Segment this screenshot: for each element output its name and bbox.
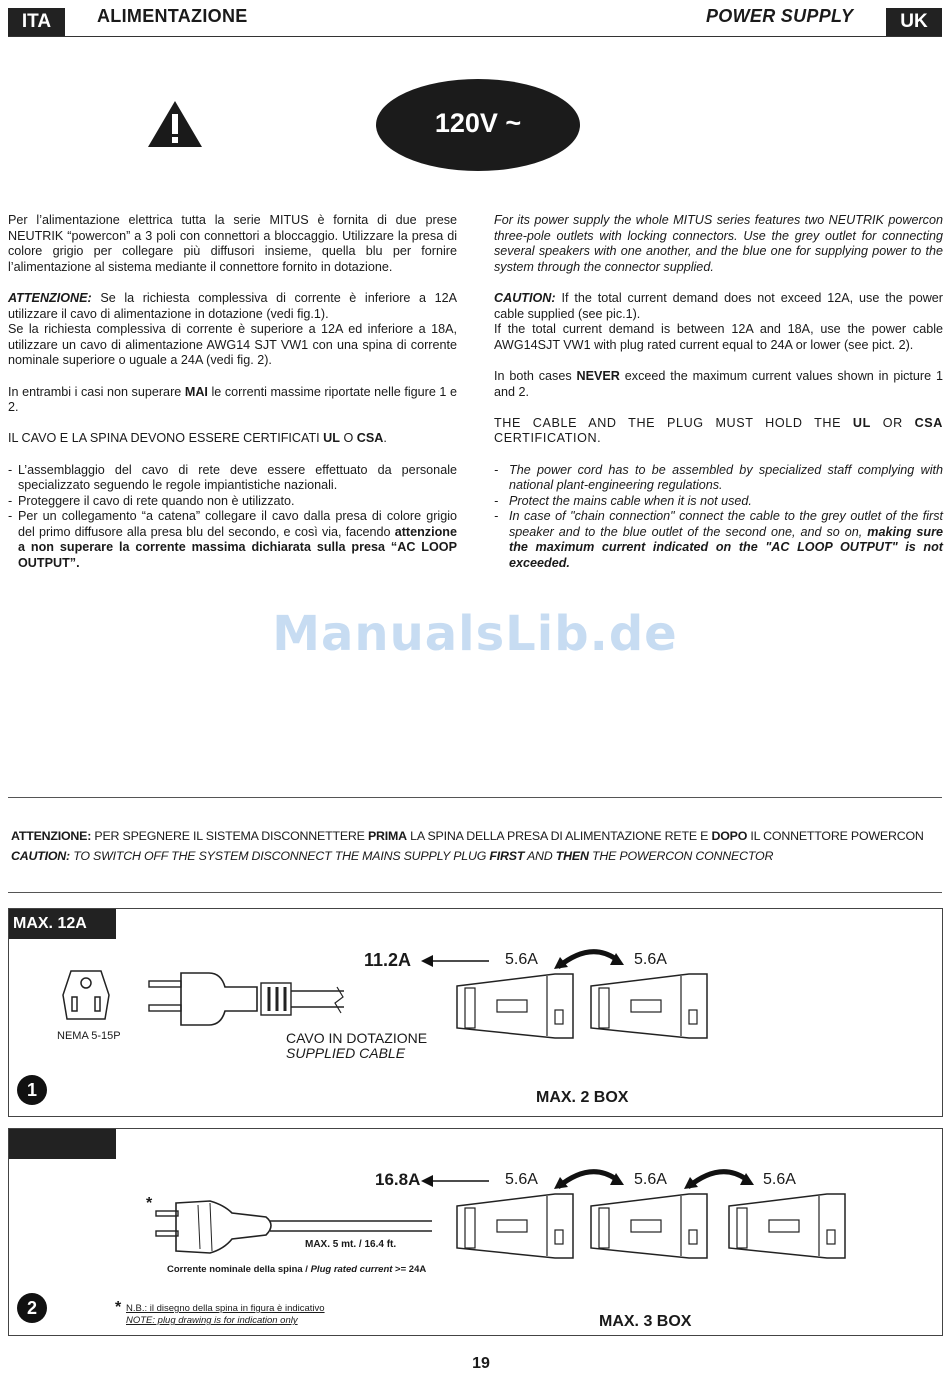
ita-attention-text: Se la richiesta complessiva di corrente è inferiore a 12A utilizzare il cavo di alimentazione in dotazione (vedi fig.1).: [8, 290, 457, 321]
power-plug-icon: [139, 969, 349, 1029]
ita-never-exceed: In entrambi i casi non superare MAI le correnti massime riportate nelle figure 1 e 2.: [8, 384, 457, 415]
switch-off-warning-ita: ATTENZIONE: PER SPEGNERE IL SISTEMA DISCONNETTERE PRIMA LA SPINA DELLA PRESA DI ALIMENTAZIONE RETE E DOPO IL CONNETTORE POWERCON: [11, 829, 924, 843]
plug-drawing-note-ita: N.B.: il disegno della spina in figura è indicativo: [126, 1303, 325, 1314]
uk-caution: [494, 291, 943, 353]
chain-arrow-icon: [554, 1165, 626, 1191]
total-current-label: 11.2A: [364, 950, 412, 970]
list-item: - Protect the mains cable when it is not used.: [494, 494, 943, 510]
ita-attention-label: ATTENZIONE:: [8, 290, 92, 305]
supplied-cable-label-ita: CAVO IN DOTAZIONE: [286, 1030, 428, 1046]
header-rule: [8, 36, 942, 37]
list-item: - Proteggere il cavo di rete quando non è utilizzato.: [8, 494, 457, 510]
italian-text-column: [8, 213, 457, 572]
figure-number-badge: 2: [17, 1293, 47, 1323]
speaker-current-label: 5.6A: [634, 1171, 667, 1188]
asterisk-marker: *: [115, 1299, 122, 1316]
speaker-icon: [455, 972, 577, 1040]
speaker-current-label: 5.6A: [634, 951, 667, 968]
arrow-left-icon: [421, 1173, 491, 1189]
language-tag-ita: ITA: [8, 8, 65, 36]
ita-certification: IL CAVO E LA SPINA DEVONO ESSERE CERTIFICATI UL O CSA.: [8, 431, 387, 446]
list-item: - L’assemblaggio del cavo di rete deve essere effettuato da personale specializzato seguendo le regole impiantistiche nazionali.: [8, 463, 457, 494]
list-item: - The power cord has to be assembled by specialized staff complying with national plant-engineering regulations.: [494, 463, 943, 494]
chain-arrow-icon: [684, 1165, 756, 1191]
nema-label: NEMA 5-15P: [57, 1030, 121, 1042]
speaker-icon: [589, 972, 711, 1040]
section-title-ita: ALIMENTAZIONE: [97, 6, 248, 26]
ita-intro: Per l’alimentazione elettrica tutta la serie MITUS è fornita di due prese NEUTRIK “powercon” a 3 poli con connettori a bloccaggio. Utilizzare la presa di colore grigio per collegare più diffusori insieme, quella blu per fornire l’alimentazione al sistema mediante il connettore fornito in dotazione.: [8, 213, 457, 274]
speaker-icon: [589, 1192, 711, 1260]
plug-drawing-note-uk: NOTE: plug drawing is for indication only: [126, 1315, 298, 1326]
speaker-icon: [455, 1192, 577, 1260]
ita-attention-text-2: Se la richiesta complessiva di corrente è superiore a 12A ed inferiore a 18A, utilizzare un cavo di alimentazione AWG14 SJT VW1 con una spina di corrente nominale superiore o uguale a 24A (vedi fig. 2).: [8, 322, 457, 368]
list-item: - Per un collegamento “a catena” collegare il cavo dalla presa di colore grigio del primo diffusore alla presa blu del secondo, e così via, facendo attenzione a non superare la corrente massima dichiarata sulla presa “AC LOOP OUTPUT”.: [8, 509, 457, 571]
switch-off-warning-uk: CAUTION: TO SWITCH OFF THE SYSTEM DISCONNECT THE MAINS SUPPLY PLUG FIRST AND THEN THE POWERCON CONNECTOR: [11, 849, 774, 863]
warning-triangle-icon: [146, 99, 204, 149]
watermark: ManualsLib.de: [272, 606, 678, 662]
max-length-label: MAX. 5 mt. / 16.4 ft.: [305, 1239, 397, 1250]
ita-attention: [8, 291, 457, 369]
language-tag-uk: UK: [886, 8, 942, 36]
uk-caution-label: CAUTION:: [494, 290, 556, 305]
speaker-current-label: 5.6A: [763, 1171, 796, 1188]
uk-caution-text: If the total current demand does not exceed 12A, use the power cable supplied (see pic.1).: [494, 290, 943, 321]
uk-never-exceed: In both cases NEVER exceed the maximum current values shown in picture 1 and 2.: [494, 368, 943, 399]
chain-arrow-icon: [554, 945, 626, 971]
uk-intro: For its power supply the whole MITUS series features two NEUTRIK powercon three-pole outlets with locking connectors. Use the grey outlet for connecting several speakers with one another, and the blue one for supplying power to the system through the connector supplied.: [494, 213, 943, 274]
supplied-cable-label-uk: SUPPLIED CABLE: [286, 1045, 406, 1061]
uk-certification: THE CABLE AND THE PLUG MUST HOLD THE UL OR CSA CERTIFICATION.: [494, 415, 943, 446]
uk-caution-text-2: If the total current demand is between 12A and 18A, use the power cable AWG14SJT VW1 with plug rated current equal to 24A or lower (see pict. 2).: [494, 322, 943, 352]
plug-rating-label: Corrente nominale della spina / Plug rated current >= 24A: [167, 1264, 427, 1275]
figure-1-label: MAX. 12A: [9, 909, 116, 939]
page-number: 19: [472, 1355, 490, 1372]
figure-number-badge: 1: [17, 1075, 47, 1105]
list-item: - In case of "chain connection" connect the cable to the grey outlet of the first speaker and to the blue outlet of the second one, and so on, making sure the maximum current indicated on the "AC LOOP OUTPUT" is not exceeded.: [494, 509, 943, 571]
ita-notes-list: [8, 463, 457, 572]
english-text-column: [494, 213, 943, 572]
divider: [8, 892, 942, 893]
max-box-label: MAX. 3 BOX: [599, 1313, 692, 1330]
section-title-uk: POWER SUPPLY: [706, 6, 854, 26]
asterisk-marker: *: [146, 1195, 153, 1212]
divider: [8, 797, 942, 798]
total-current-label: 16.8A: [375, 1170, 421, 1189]
arrow-left-icon: [421, 953, 491, 969]
figure-2-box: [8, 1128, 943, 1336]
figure-1-box: [8, 908, 943, 1117]
speaker-current-label: 5.6A: [505, 1171, 538, 1188]
uk-notes-list: [494, 463, 943, 572]
speaker-icon: [727, 1192, 849, 1260]
voltage-label: 120V ~: [434, 108, 522, 138]
figure-2-label: [9, 1129, 116, 1159]
nema-outlet-icon: [59, 967, 113, 1027]
speaker-current-label: 5.6A: [505, 951, 538, 968]
max-box-label: MAX. 2 BOX: [536, 1089, 629, 1106]
